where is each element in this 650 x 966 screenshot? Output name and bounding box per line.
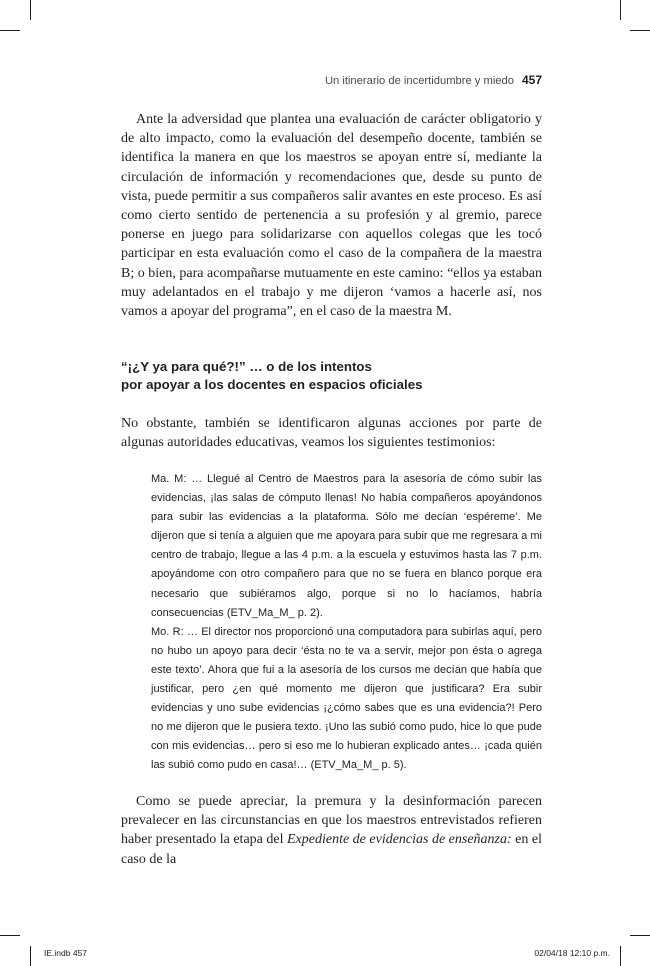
section-heading bbox=[121, 358, 542, 394]
section-heading-line-2: por apoyar a los docentes en espacios oficiales bbox=[121, 377, 423, 392]
running-head-title: Un itinerario de incertidumbre y miedo bbox=[324, 75, 514, 87]
crop-mark bbox=[0, 935, 20, 936]
crop-mark bbox=[630, 30, 650, 31]
paragraph-text: Como se puede apreciar, la premura y la desinformación parecen prevalecer en las circunstancias en que los maestros entrevistados refieren haber presentado la etapa del bbox=[121, 794, 542, 848]
slug-file: IE.indb 457 bbox=[44, 948, 88, 958]
testimony-quote: Mo. R: … El director nos proporcionó una computadora para subirlas aquí, pero no hubo un apoyo para decir ‘ésta no te va a servir, mejor pon ésta o agrega este texto’. Ahora que fui a la asesoría de los cursos me decían que había que justificar, pero ¿en qué momento me dijeron que justificara? Era subir evidencias y uno sube evidencias ¡¿cómo sabes que es una evidencia?! Pero no me dijeron que le pusiera texto. ¡Uno las subió como pudo, hice lo que pude con mis evidencias… pero si eso me lo hubieran explicado antes… ¡cada quién las subió como pudo en casa!… (ETV_Ma_M_ p. 5). bbox=[151, 625, 542, 772]
testimonies-block bbox=[151, 470, 542, 776]
crop-mark bbox=[620, 0, 621, 20]
slug-datetime: 02/04/18 12:10 p.m. bbox=[534, 948, 610, 958]
body-paragraph bbox=[121, 792, 542, 869]
body-paragraph: Ante la adversidad que plantea una evaluación de carácter obligatorio y de alto impacto, como la evaluación del desempeño docente, también se identifica la manera en que los maestros se apoyan entre sí, mediante la circulación de información y recomendaciones que, desde su punto de vista, puede permitir a sus compañeros salir avantes en este proceso. Es así como cierto sentido de pertenencia a su profesión y al gremio, parece ponerse en juego para solidarizarse con aquellos colegas que les tocó participar en esta evaluación como el caso de la compañera de la maestra B; o bien, para acompañarse mutuamente en este camino: “ellos ya estaban muy adelantados en el trabajo y me dijeron ‘vamos a hacerle así, nos vamos a apoyar del programa”, en el caso de la maestra M. bbox=[121, 112, 542, 320]
italic-title: Expediente de evidencias de enseñanza: bbox=[286, 832, 512, 848]
section-heading-line-1: “¡¿Y ya para qué?!” … o de los intentos bbox=[121, 359, 372, 374]
body-paragraph: No obstante, también se identificaron algunas acciones por parte de algunas autoridades educativas, veamos los siguientes testimonios: bbox=[121, 416, 542, 451]
crop-mark bbox=[620, 946, 621, 966]
crop-mark bbox=[0, 30, 20, 31]
crop-mark bbox=[30, 946, 31, 966]
running-head bbox=[325, 73, 542, 87]
page-number: 457 bbox=[521, 73, 542, 87]
crop-mark bbox=[30, 0, 31, 20]
body-paragraph-1-block bbox=[121, 110, 542, 321]
body-paragraph-2-block bbox=[121, 414, 542, 452]
crop-mark bbox=[630, 935, 650, 936]
paragraph-text: en el caso de la bbox=[121, 832, 542, 867]
body-paragraph-3-block bbox=[121, 792, 542, 869]
testimony-quote: Ma. M: … Llegué al Centro de Maestros para la asesoría de cómo subir las evidencias, ¡las salas de cómputo llenas! No había compañeros apoyándonos para subir las evidencias a la plataforma. Sólo me decían ‘espéreme’. Me dijeron que si tenía a alguien que me apoyara para subir que me regresara a mi centro de trabajo, llegue a las 4 p.m. a la escuela y estuvimos hasta las 7 p.m. apoyándome con otro compañero para que no se fuera en blanco porque era necesario que subiéramos algo, porque si no lo hacíamos, habría consecuencias (ETV_Ma_M_ p. 2). bbox=[151, 473, 542, 619]
